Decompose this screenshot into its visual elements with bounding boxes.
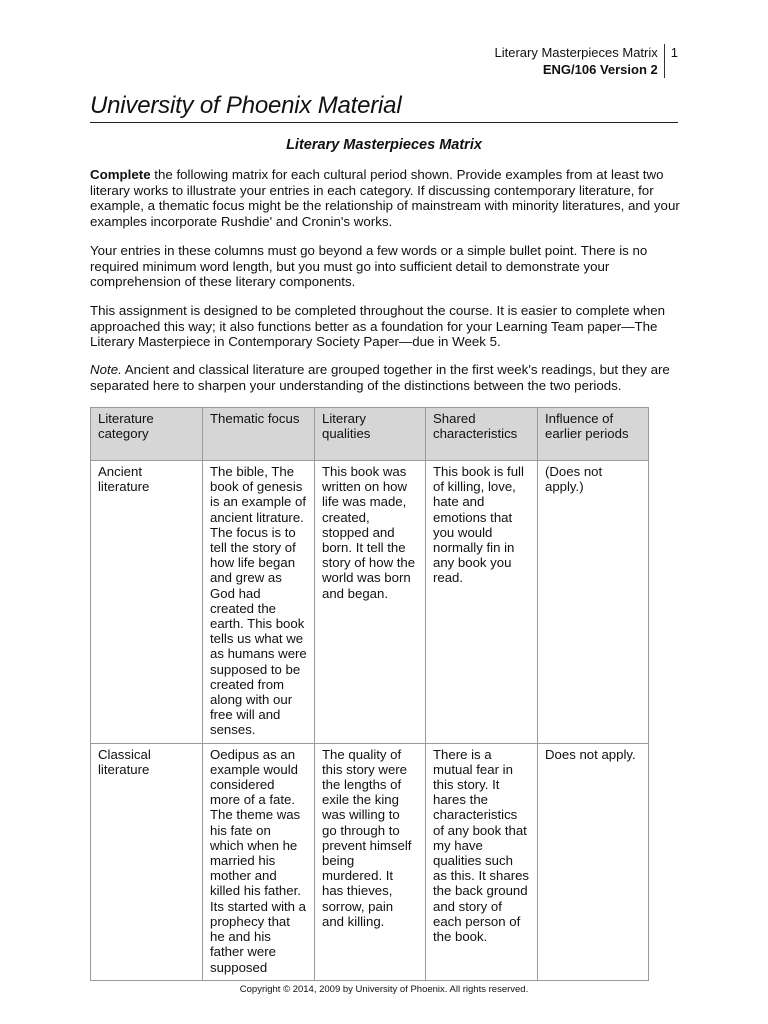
column-header: Literary qualities	[315, 408, 426, 461]
column-header: Influence of earlier periods	[538, 408, 649, 461]
table-cell[interactable]: Oedipus as an example would considered more of a fate. The theme was his fate on which when he married his mother and killed his father. Its started with a prophecy that he and his father were supposed	[203, 743, 315, 980]
table-row	[91, 743, 649, 980]
instructions-paragraph-2: Your entries in these columns must go beyond a few words or a simple bullet point. There is no required minimum word length, but you must go into sufficient detail to demonstrate your comprehension of these literary components.	[90, 243, 648, 289]
running-header	[494, 44, 678, 78]
matrix-title: Literary Masterpieces Matrix	[286, 137, 482, 153]
instructions-paragraph-3: This assignment is designed to be completed throughout the course. It is easier to complete when approached this way; it also functions better as a foundation for your Learning Team paper—The Literary Masterpiece in Contemporary Society Paper—due in Week 5.	[90, 303, 666, 349]
copyright-footer: Copyright © 2014, 2009 by University of Phoenix. All rights reserved.	[239, 984, 529, 995]
complete-keyword: Complete	[90, 167, 151, 182]
column-header: Thematic focus	[203, 408, 315, 461]
column-header: Literature category	[91, 408, 203, 461]
table-cell[interactable]: Ancient literature	[91, 461, 203, 744]
page-title: University of Phoenix Material	[90, 92, 678, 123]
table-cell[interactable]: Does not apply.	[538, 743, 649, 980]
table-cell[interactable]: This book is full of killing, love, hate and emotions that you would normally fin in any book you read.	[426, 461, 538, 744]
header-version: ENG/106 Version 2	[542, 62, 658, 77]
table-row	[91, 461, 649, 744]
header-doc-title: Literary Masterpieces Matrix	[494, 45, 658, 60]
note-paragraph	[90, 362, 680, 393]
instructions-text-1: the following matrix for each cultural period shown. Provide examples from at least two literary works to illustrate your entries in each category. If discussing contemporary literature, for example, a thematic focus might be the relationship of mainstream with minority literatures, and your examples incorporate Rushdie' and Cronin's works.	[90, 167, 680, 229]
table-cell[interactable]: This book was written on how life was made, created, stopped and born. It tell the story of how the world was born and began.	[315, 461, 426, 744]
table-cell[interactable]: There is a mutual fear in this story. It hares the characteristics of any book that my have qualities such as this. It shares the back ground and story of each person of the book.	[426, 743, 538, 980]
table-header-row	[91, 408, 649, 461]
table-cell[interactable]: Classical literature	[91, 743, 203, 980]
header-divider	[664, 44, 665, 78]
table-cell[interactable]: (Does not apply.)	[538, 461, 649, 744]
column-header: Shared characteristics	[426, 408, 538, 461]
note-label: Note.	[90, 362, 122, 377]
instructions-paragraph-1	[90, 167, 680, 229]
table-cell[interactable]: The bible, The book of genesis is an example of ancient litrature. The focus is to tell the story of how life began and grew as God had created the earth. This book tells us what we as humans were supposed to be created from along with our free will and senses.	[203, 461, 315, 744]
literary-matrix-table	[90, 407, 649, 981]
page-number: 1	[670, 45, 678, 60]
note-text: Ancient and classical literature are grouped together in the first week's readings, but they are separated here to sharpen your understanding of the distinctions between the two periods.	[90, 362, 670, 393]
table-cell[interactable]: The quality of this story were the lengths of exile the king was willing to go through to prevent himself being murdered. It has thieves, sorrow, pain and killing.	[315, 743, 426, 980]
